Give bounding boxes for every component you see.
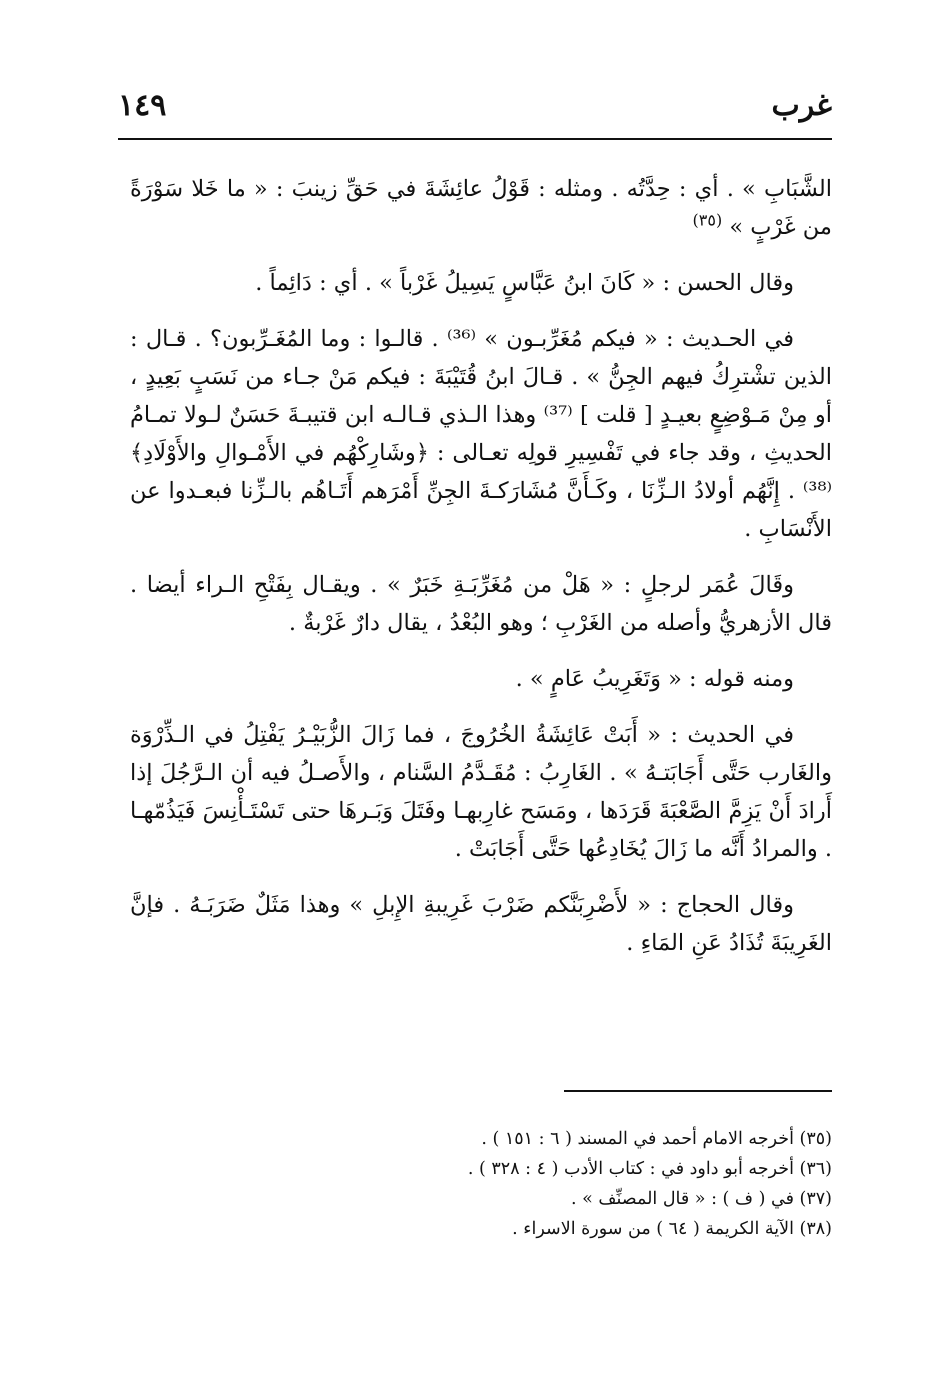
body-text [130,170,832,980]
paragraph-4-text: وقَالَ عُمَر لرجلٍ : « هَلْ من مُغَرِّبَـةِ خَبَرٌ » . ويقـال بِفَتْحِ الـراء أيضا . قال الأزهريُّ وأصله من الغَرْبِ ؛ وهو البُعْدُ ، يقال دارٌ غَرْبةٌ . [130,572,832,636]
footnote-ref-35: (٣٥) [692,210,723,230]
paragraph-4 [130,566,832,642]
footnote-38: (٣٨) الآية الكريمة ( ٦٤ ) من سورة الاسراء . [512,1219,832,1239]
paragraph-5-text: ومنه قوله : « وَتَغَرِيبُ عَامٍ » . [515,666,794,692]
header-rule [118,138,832,140]
paragraph-3-text: في الحـديث : « فيكم مُغَرِّبـون » ⁽³⁶⁾ . قالـوا : وما المُغَـرِّبون؟ . قـال : الذين تشْترِكُ فيهم الجِنُّ » . قـالَ ابنُ قُتَيْبَةَ : فيكم مَنْ جـاء من نَسَبٍ بَعِيدٍ ، أو مِنْ مَـوْضِعٍ بعيـدٍ [ قلت ] ⁽³⁷⁾ وهذا الـذي قـالـه ابن قتيبـةَ حَسَنٌ لـولا تمـامُ الحديثِ ، وقد جاء في تَفْسِيرِ قولِه تعـالى : ﴿وشَارِكْهُم في الأَمْـوالِ والأَوْلَادِ﴾ ⁽³⁸⁾ . إِنَّهُم أولادُ الـزِّنَا ، وكَـأَنَّ مُشَارَكـةَ الجِنِّ أَمْرَهم أَتَـاهُم بالـزِّنا فبعـدوا عن الأَنْسَابِ . [130,326,832,542]
paragraph-1-text: الشَّبَابِ » . أي : حِدَّتُه . ومثله : قَوْلُ عائِشَةَ في حَقِّ زينبَ : « ما خَلا سَوْرَةً من غَرْبٍ » [130,176,832,240]
paragraph-6 [130,716,832,868]
paragraph-2 [130,264,832,302]
footnote-rule [564,1090,832,1092]
paragraph-5 [130,660,832,698]
running-head-word: غرب [771,88,832,123]
footnote-35: (٣٥) أخرجه الامام أحمد في المسند ( ٦ : ١٥١ ) . [481,1129,832,1149]
paragraph-6-text: في الحديث : « أَبَتْ عَائِشَةُ الخُرُوجَ ، فما زَالَ الزُّبَيْـرُ يَفْتِلُ في الـذِّرْوَة والغَارب حَتَّى أَجَابَتـهُ » . الغَارِبُ : مُقَـدَّمُ السَّنام ، والأَصـلُ فيه أن الـرَّجُلَ إذا أَرادَ أَنْ يَزِمَّ الصَّعْبَةَ قَرَدَها ، ومَسَح غارِبهـا وفَتَلَ وَبَـرهَا حتى تَسْتَـأْنِسَ فَيَذُمّهـا . والمرادُ أَنَّه ما زَالَ يُخَادِعُها حَتَّى أَجَابَتْ . [130,722,832,862]
footnotes [300,1124,832,1244]
footnote-36: (٣٦) أخرجه أبو داود في : كتاب الأدب ( ٤ : ٣٢٨ ) . [467,1159,832,1179]
paragraph-7 [130,886,832,962]
page-number: ١٤٩ [118,88,167,123]
footnote-37: (٣٧) في ( ف ) : « قال المصنِّف » . [570,1189,832,1209]
paragraph-3 [130,320,832,548]
page-header [118,88,832,140]
paragraph-7-text: وقال الحجاج : « لأَضْرِبَنَّكم ضَرْبَ غَرِيبةِ الإِبلِ » وهذا مَثَلٌ ضَرَبَـهُ . فإنَّ الغَرِيبَةَ تُذَادُ عَنِ المَاءِ . [130,892,832,956]
paragraph-2-text: وقال الحسن : « كَانَ ابنُ عَبَّاسٍ يَسِيلُ غَرْباً » . أي : دَائِماً . [255,270,794,296]
paragraph-1 [130,170,832,246]
